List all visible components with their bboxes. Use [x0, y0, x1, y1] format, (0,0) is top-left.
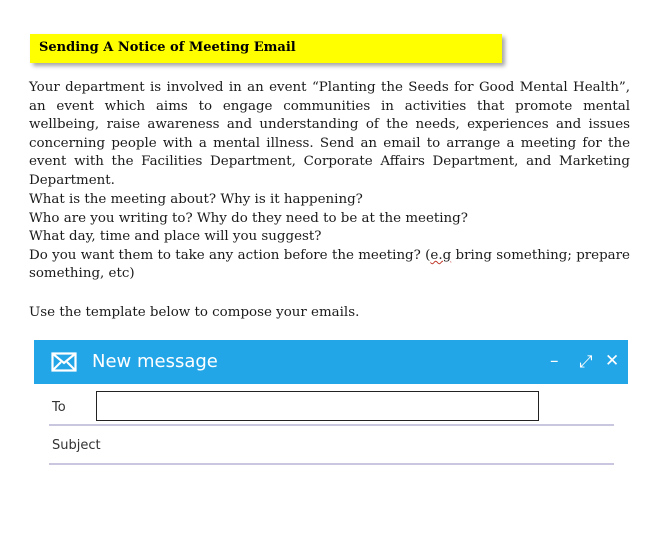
- intro-paragraph: Your department is involved in an event “Planting the Seeds for Good Mental Health”, an event which aims to engage communities in activities that promote mental wellbeing, raise awareness and understanding of the needs, experiences and issues concerning people with a mental illness. Send an email to arrange a meeting for the event with the Facilities Department, Corporate Affairs Department, and Marketing Department.: [29, 80, 630, 188]
- email-title: New message: [92, 351, 218, 372]
- to-input[interactable]: [96, 391, 539, 421]
- question-item: What is the meeting about? Why is it happening?: [29, 192, 363, 207]
- subject-label[interactable]: Subject: [52, 438, 101, 453]
- question-text-after: bring something; prepare something, etc): [29, 247, 630, 282]
- guiding-questions: [29, 191, 630, 284]
- page-title: Sending A Notice of Meeting Email: [39, 40, 296, 55]
- mail-icon: [51, 352, 77, 376]
- question-item: [29, 247, 630, 284]
- instruction-text: Use the template below to compose your emails.: [29, 305, 360, 320]
- divider: [49, 424, 614, 426]
- question-text-before: Do you want them to take any action before the meeting? (: [29, 247, 431, 263]
- heading-box: [30, 34, 502, 63]
- question-item: Who are you writing to? Why do they need to be at the meeting?: [29, 210, 468, 226]
- expand-icon[interactable]: ⤢: [579, 352, 593, 372]
- divider: [49, 463, 614, 465]
- minimize-icon[interactable]: –: [550, 351, 559, 371]
- email-header: [34, 340, 628, 384]
- to-label: To: [52, 400, 66, 415]
- close-icon[interactable]: ✕: [605, 351, 620, 371]
- question-list: [29, 191, 630, 284]
- email-template: [34, 340, 628, 490]
- eg-abbrev: e.g: [430, 247, 452, 263]
- question-item: What day, time and place will you suggest?: [29, 229, 322, 245]
